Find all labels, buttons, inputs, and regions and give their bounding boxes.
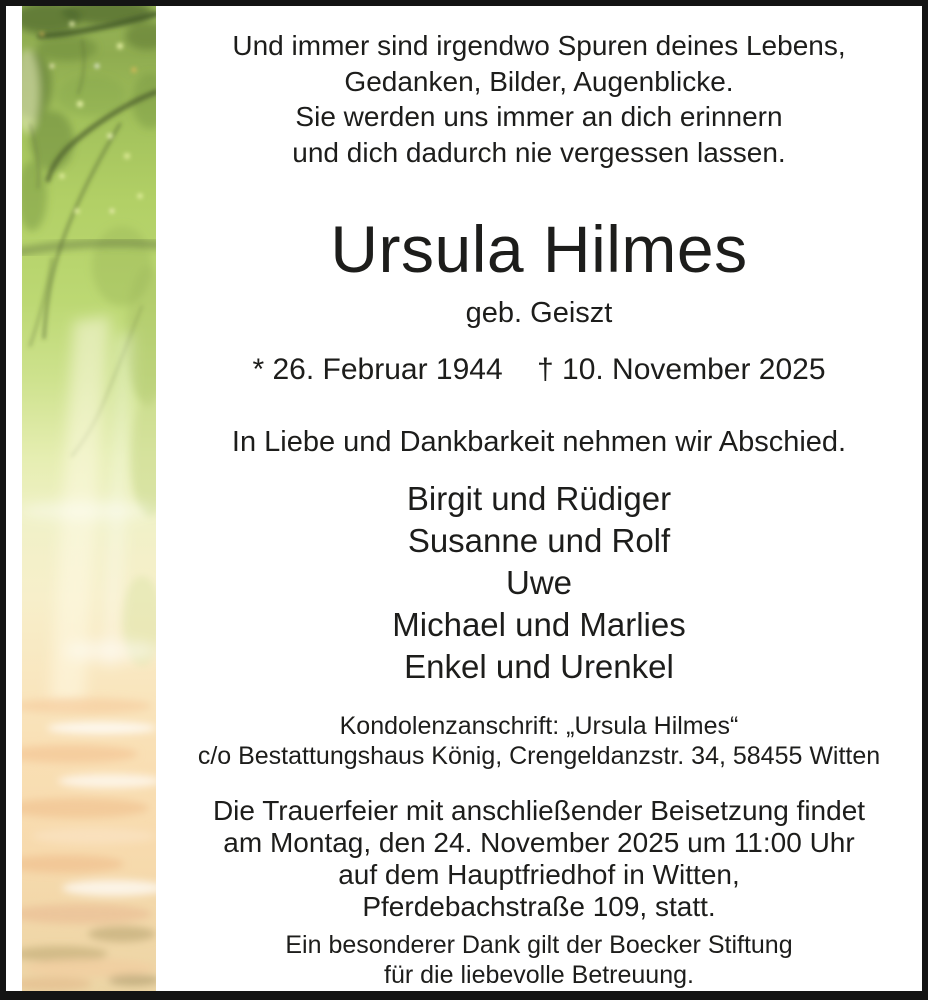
memorial-verse (156, 6, 922, 170)
service-line: am Montag, den 24. November 2025 um 11:00 Uhr (223, 827, 855, 858)
birth-date: * 26. Februar 1944 (252, 353, 503, 386)
obituary-content (156, 6, 922, 991)
thanks-line: für die liebevolle Betreuung. (384, 961, 694, 989)
funeral-service-info (156, 795, 922, 923)
verse-line: Und immer sind irgendwo Spuren deines Lebens, (232, 30, 846, 61)
condolence-line: c/o Bestattungshaus König, Crengeldanzstr. 34, 58455 Witten (197, 742, 881, 770)
mourner-line: Birgit und Rüdiger (406, 480, 672, 517)
farewell-line: In Liebe und Dankbarkeit nehmen wir Abschied. (231, 426, 847, 458)
mourner-line: Susanne und Rolf (407, 522, 671, 559)
mourner-line: Enkel und Urenkel (404, 648, 674, 685)
service-line: Pferdebachstraße 109, statt. (362, 891, 716, 922)
verse-line: und dich dadurch nie vergessen lassen. (292, 136, 786, 168)
forest-sunlight-photo (22, 6, 156, 991)
service-line: Die Trauerfeier mit anschließender Beisetzung findet (212, 795, 866, 826)
forest-photo-graphic (22, 6, 156, 991)
mourners-list (156, 478, 922, 688)
mourner-line: Michael und Marlies (392, 606, 686, 643)
death-date: † 10. November 2025 (537, 353, 826, 386)
condolence-line: Kondolenzanschrift: „Ursula Hilmes“ (339, 712, 739, 740)
mourner-line: Uwe (505, 564, 573, 601)
condolence-address (156, 711, 922, 771)
verse-line: Gedanken, Bilder, Augenblicke. (344, 65, 734, 97)
life-dates (156, 351, 922, 388)
birth-name: geb. Geiszt (465, 297, 613, 329)
service-line: auf dem Hauptfriedhof in Witten, (338, 859, 740, 890)
verse-line: Sie werden uns immer an dich erinnern (295, 101, 783, 132)
thanks-line: Ein besonderer Dank gilt der Boecker Stiftung (285, 931, 793, 959)
thanks-note (156, 930, 922, 990)
deceased-name: Ursula Hilmes (330, 212, 748, 286)
